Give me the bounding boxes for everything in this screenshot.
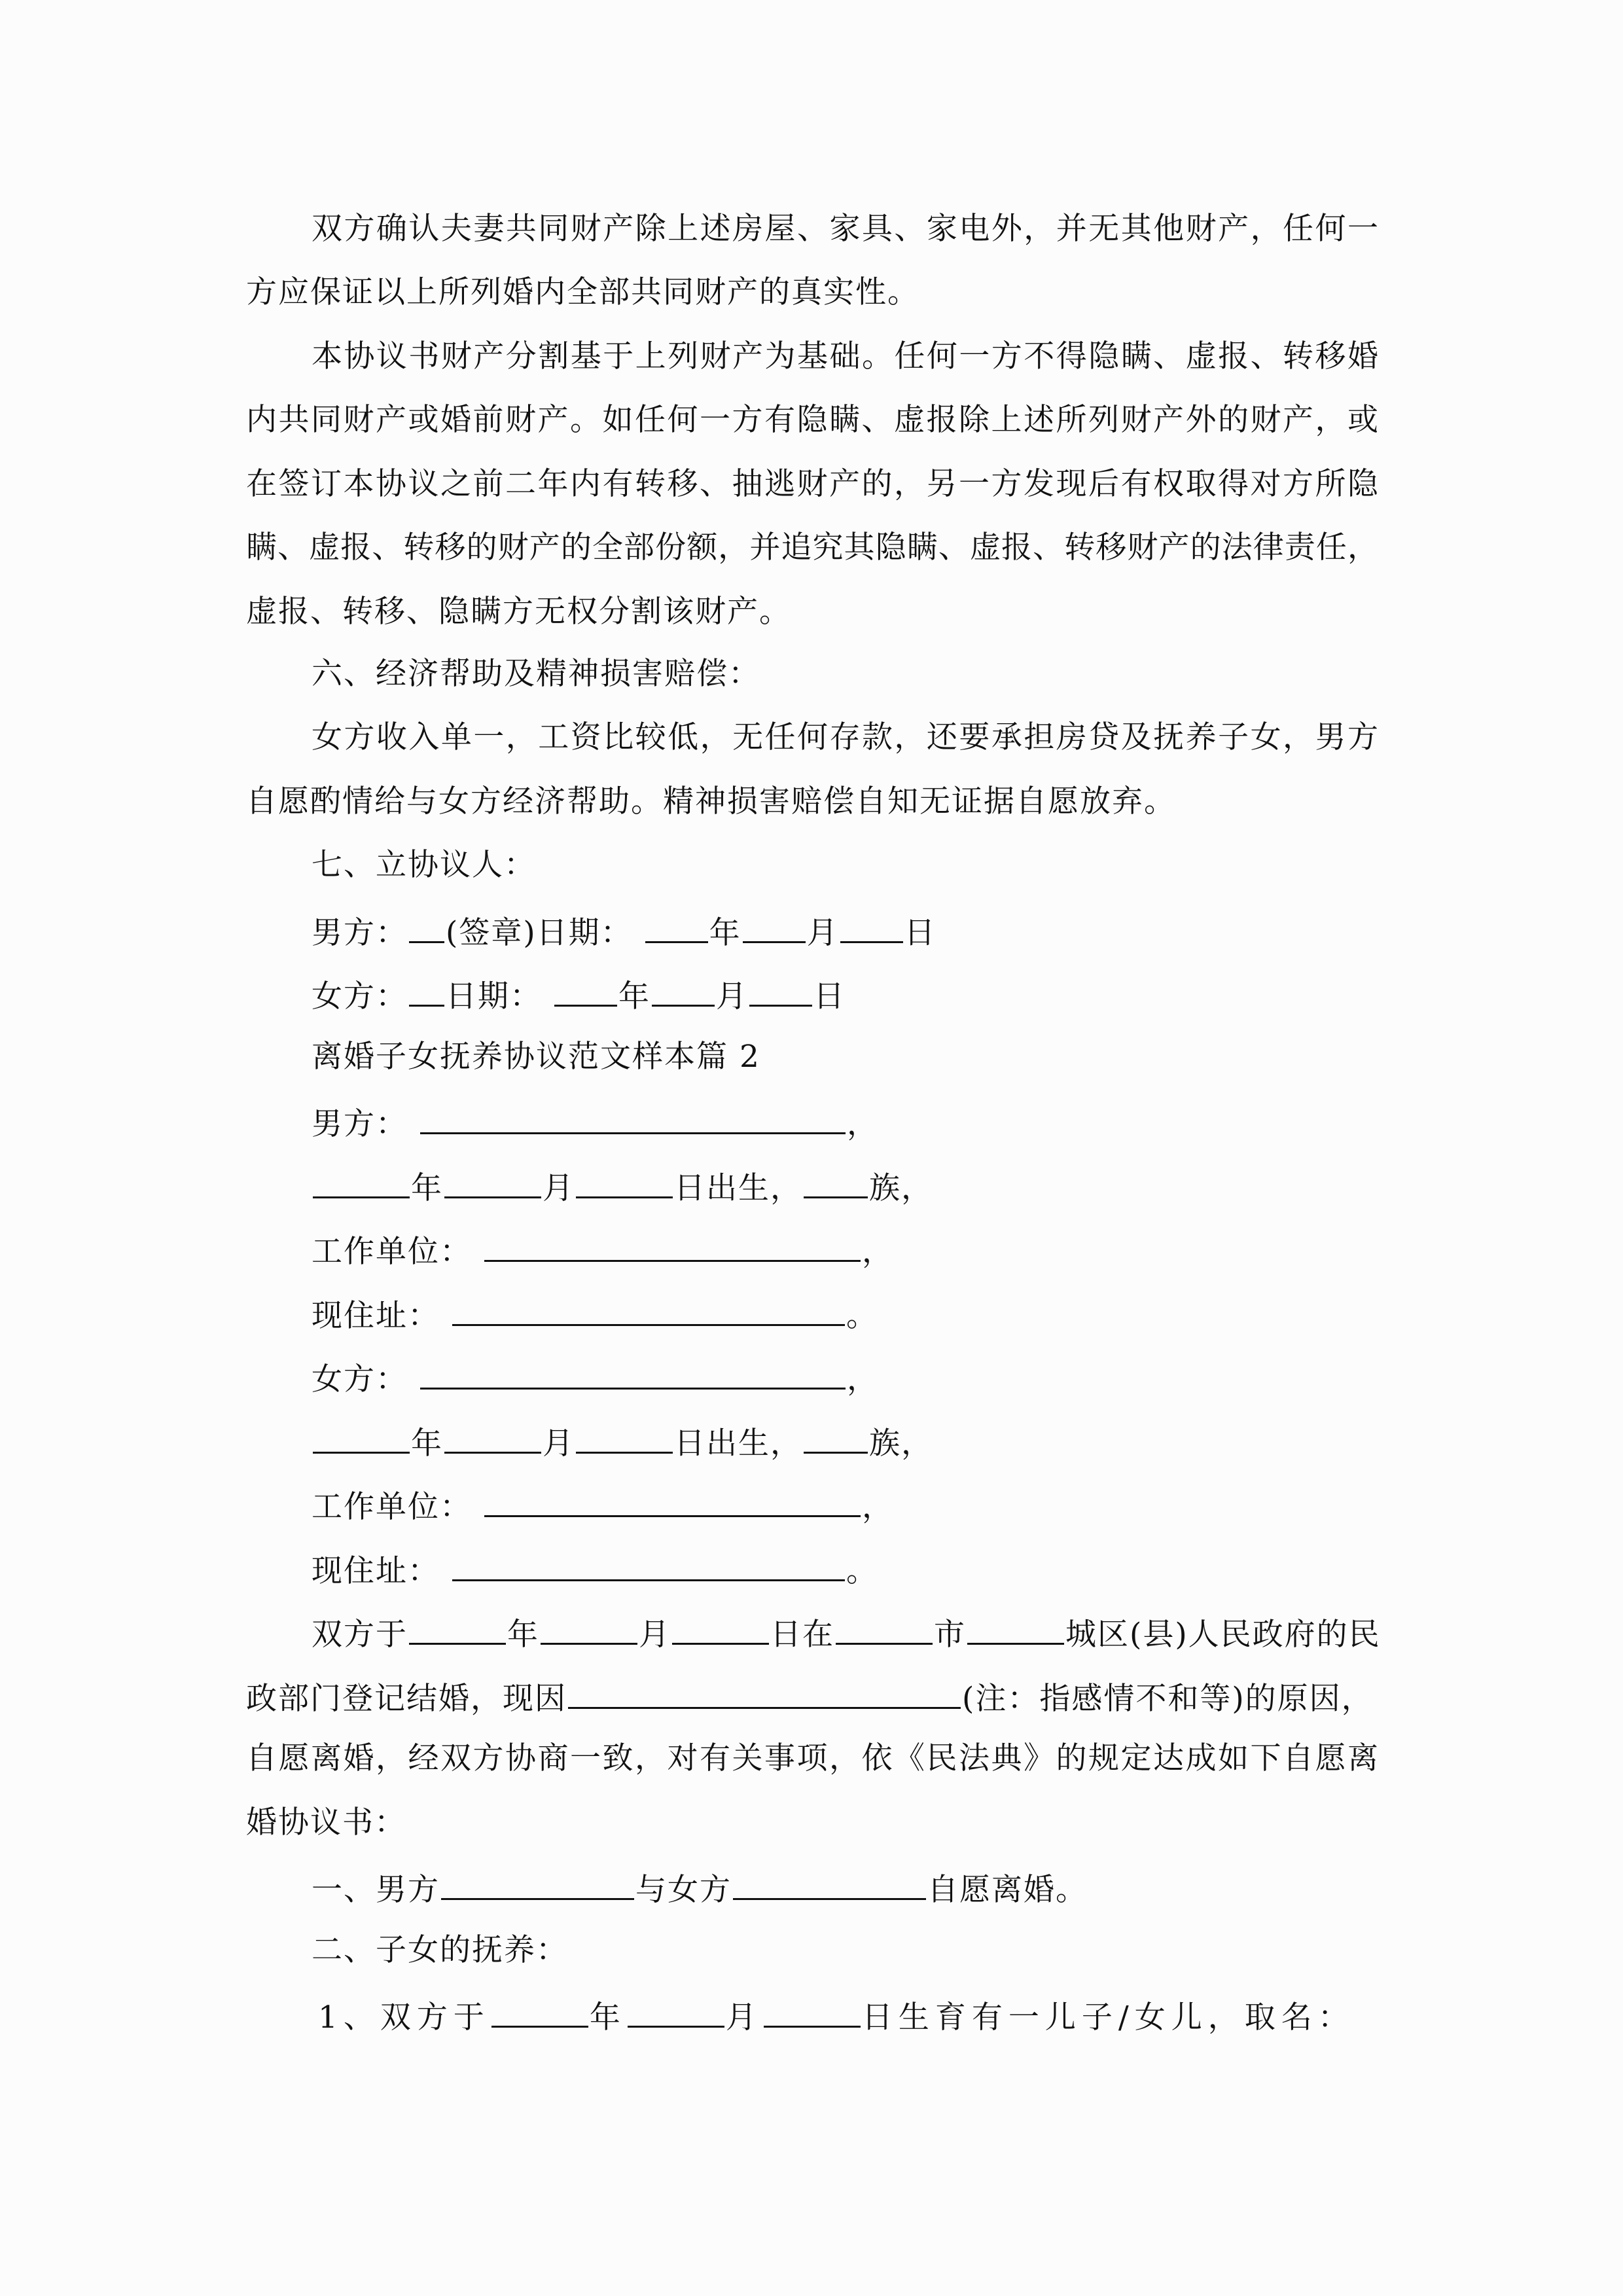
month-blank[interactable] [743,910,806,943]
text: 一、男方 [312,1872,440,1908]
text: 政部门登记结婚，现因 [246,1681,567,1717]
female-birth-row [312,1420,933,1460]
label: 月 [806,915,839,951]
clause-2-heading: 二、子女的抚养： [312,1932,568,1968]
year-blank[interactable] [491,1994,588,2028]
male-address-blank[interactable] [452,1293,845,1326]
label: 工作单位： [312,1234,472,1270]
ethnicity-blank[interactable] [804,1165,868,1198]
label: 工作单位： [312,1489,472,1525]
year-blank[interactable] [313,1165,410,1198]
year-blank[interactable] [409,1611,506,1645]
text: 与女方 [635,1872,732,1908]
label: 男方： [312,1106,408,1142]
punct: 。 [846,1553,878,1589]
day-blank[interactable] [764,1994,861,2028]
label: 日期： [446,978,542,1014]
label: 现住址： [312,1298,440,1334]
paragraph-line: 内共同财产或婚前财产。如任何一方有隐瞒、虚报除上述所列财产外的财产，或 [246,402,1378,438]
district-blank[interactable] [967,1611,1064,1645]
section-heading-7: 七、立协议人： [312,847,536,883]
text: 日生育有一儿子/女儿，取名： [861,2000,1355,2036]
text: 月 [725,2000,762,2036]
text: 城区(县)人民政府的民 [1065,1617,1381,1653]
day-blank[interactable] [749,973,812,1007]
paragraph-line: 双方确认夫妻共同财产除上述房屋、家具、家电外，并无其他财产，任何一 [312,211,1378,247]
section-title-2: 离婚子女抚养协议范文样本篇 2 [312,1039,760,1075]
year-blank[interactable] [554,973,617,1007]
male-work-row [312,1229,894,1268]
label: 月 [543,1170,575,1206]
day-blank[interactable] [672,1611,769,1645]
month-blank[interactable] [444,1165,541,1198]
city-blank[interactable] [836,1611,933,1645]
signature-blank[interactable] [409,910,444,943]
label: 日出生， [674,1426,802,1462]
female-work-blank[interactable] [484,1484,861,1517]
male-birth-row [312,1165,933,1204]
female-name-row [312,1356,879,1395]
year-blank[interactable] [313,1420,410,1454]
label: 男方： [312,915,408,951]
text: 月 [639,1617,671,1653]
text: (注：指感情不和等)的原因， [962,1681,1374,1717]
punct: ， [846,1361,879,1397]
label: 年 [411,1170,443,1206]
label: 月 [715,978,748,1014]
label: 女方： [312,1361,408,1397]
label: 年 [618,978,651,1014]
label: 日 [904,915,936,951]
punct: ， [846,1106,879,1142]
female-name-blank[interactable] [420,1356,846,1390]
female-name-blank[interactable] [733,1867,926,1900]
text: 双方于 [312,1617,408,1653]
month-blank[interactable] [541,1611,637,1645]
paragraph-line: 瞒、虚报、转移的财产的全部份额，并追究其隐瞒、虚报、转移财产的法律责任， [246,529,1378,565]
label: 年 [411,1426,443,1462]
paragraph-line: 女方收入单一，工资比较低，无任何存款，还要承担房贷及抚养子女，男方 [312,719,1378,755]
text: 市 [934,1617,966,1653]
label: 女方： [312,978,408,1014]
male-address-row [312,1293,878,1332]
label: 日 [813,978,846,1014]
text: 年 [589,2000,626,2036]
paragraph-line: 在签订本协议之前二年内有转移、抽逃财产的，另一方发现后有权取得对方所隐 [246,466,1378,502]
month-blank[interactable] [444,1420,541,1454]
label: 月 [543,1426,575,1462]
day-blank[interactable] [840,910,903,943]
label: 年 [709,915,741,951]
label: 现住址： [312,1553,440,1589]
month-blank[interactable] [652,973,715,1007]
paragraph-line: 方应保证以上所列婚内全部共同财产的真实性。 [246,274,919,310]
male-name-blank[interactable] [441,1867,634,1900]
year-blank[interactable] [645,910,708,943]
paragraph-line: 虚报、转移、隐瞒方无权分割该财产。 [246,594,791,630]
male-name-blank[interactable] [420,1101,846,1134]
signature-blank[interactable] [409,973,444,1007]
female-address-blank[interactable] [452,1548,845,1581]
signature-male-row [312,910,936,949]
day-blank[interactable] [576,1420,673,1454]
punct: ， [861,1234,894,1270]
marriage-line-2 [246,1676,1374,1715]
month-blank[interactable] [628,1994,724,2028]
reason-blank[interactable] [568,1676,961,1709]
marriage-line-1 [312,1611,1381,1651]
text: 自愿离婚。 [927,1872,1088,1908]
label: 日出生， [674,1170,802,1206]
paragraph-line: 自愿酌情给与女方经济帮助。精神损害赔偿自知无证据自愿放弃。 [246,783,1176,819]
day-blank[interactable] [576,1165,673,1198]
section-heading-6: 六、经济帮助及精神损害赔偿： [312,656,760,692]
ethnicity-blank[interactable] [804,1420,868,1454]
marriage-line-3: 自愿离婚，经双方协商一致，对有关事项，依《民法典》的规定达成如下自愿离 [246,1740,1378,1776]
text: 日在 [770,1617,834,1653]
marriage-line-4: 婚协议书： [246,1804,406,1840]
clause-2-1 [318,1994,1355,2034]
male-work-blank[interactable] [484,1229,861,1262]
female-address-row [312,1548,878,1587]
text: 年 [507,1617,539,1653]
clause-1 [312,1867,1088,1906]
label: (签章)日期： [446,915,633,951]
male-name-row [312,1101,879,1140]
label: 族， [869,1170,933,1206]
female-work-row [312,1484,894,1523]
text: 1、双方于 [318,2000,490,2036]
paragraph-line: 本协议书财产分割基于上列财产为基础。任何一方不得隐瞒、虚报、转移婚 [312,338,1378,374]
punct: 。 [846,1298,878,1334]
signature-female-row [312,973,846,1013]
punct: ， [861,1489,894,1525]
label: 族， [869,1426,933,1462]
